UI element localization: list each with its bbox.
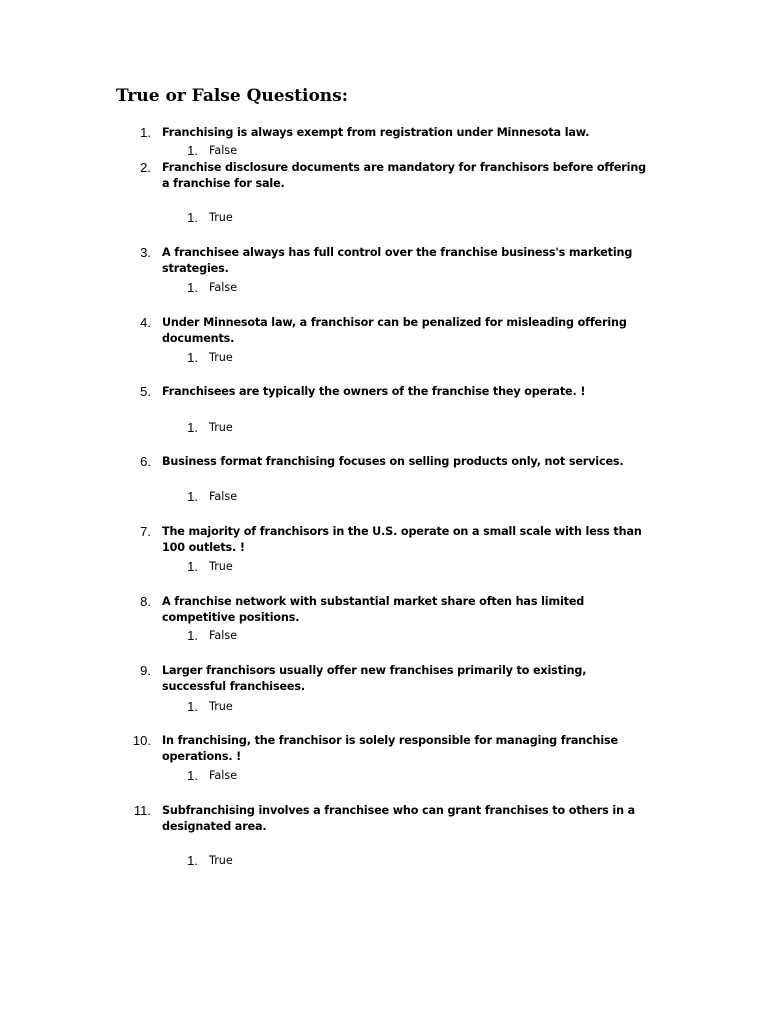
question-text: Under Minnesota law, a franchisor can be penalized for misleading offering documents. bbox=[162, 316, 627, 345]
answer-number: 1. bbox=[187, 210, 198, 225]
answer-text: False bbox=[209, 769, 238, 782]
question-number: 1. bbox=[140, 125, 151, 140]
answer-number: 1. bbox=[187, 699, 198, 714]
answer-number: 1. bbox=[187, 853, 198, 868]
question-text: A franchisee always has full control over the franchise business's marketing strategies. bbox=[162, 246, 633, 275]
answer-text: True bbox=[209, 211, 233, 224]
answer-number: 1. bbox=[187, 280, 198, 295]
question-text: In franchising, the franchisor is solely responsible for managing franchise operations. ! bbox=[162, 734, 618, 763]
answer-number: 1. bbox=[187, 420, 198, 435]
answer-text: True bbox=[209, 700, 233, 713]
answer-number: 1. bbox=[187, 143, 198, 158]
question-number: 6. bbox=[140, 454, 151, 469]
answer-text: True bbox=[209, 421, 233, 434]
question-number: 3. bbox=[140, 245, 151, 260]
question-text: The majority of franchisors in the U.S. operate on a small scale with less than 100 outlets. ! bbox=[162, 525, 642, 554]
question-number: 4. bbox=[140, 315, 151, 330]
answer-number: 1. bbox=[187, 768, 198, 783]
answer-text: True bbox=[209, 351, 233, 364]
question-text: Larger franchisors usually offer new franchises primarily to existing, successful franchisees. bbox=[162, 664, 587, 693]
question-number: 11. bbox=[133, 803, 151, 818]
answer-text: False bbox=[209, 629, 238, 642]
answer-text: True bbox=[209, 854, 233, 867]
question-text: Business format franchising focuses on selling products only, not services. bbox=[162, 455, 624, 468]
question-number: 5. bbox=[140, 384, 151, 399]
question-text: Subfranchising involves a franchisee who can grant franchises to others in a designated area. bbox=[162, 804, 636, 833]
question-text: Franchisees are typically the owners of the franchise they operate. ! bbox=[162, 385, 586, 398]
question-number: 2. bbox=[140, 160, 151, 175]
question-number: 7. bbox=[140, 524, 151, 539]
answer-text: True bbox=[209, 560, 233, 573]
page-title: True or False Questions: bbox=[116, 86, 349, 106]
question-text: A franchise network with substantial market share often has limited competitive positions. bbox=[162, 595, 585, 624]
question-number: 8. bbox=[140, 594, 151, 609]
question-text: Franchising is always exempt from registration under Minnesota law. bbox=[162, 126, 590, 139]
answer-text: False bbox=[209, 490, 238, 503]
answer-text: False bbox=[209, 144, 238, 157]
question-text: Franchise disclosure documents are mandatory for franchisors before offering a franchise for sale. bbox=[162, 161, 647, 190]
answer-number: 1. bbox=[187, 559, 198, 574]
answer-number: 1. bbox=[187, 489, 198, 504]
answer-text: False bbox=[209, 281, 238, 294]
question-number: 10. bbox=[132, 733, 151, 748]
question-number: 9. bbox=[140, 663, 151, 678]
answer-number: 1. bbox=[187, 628, 198, 643]
answer-number: 1. bbox=[187, 350, 198, 365]
